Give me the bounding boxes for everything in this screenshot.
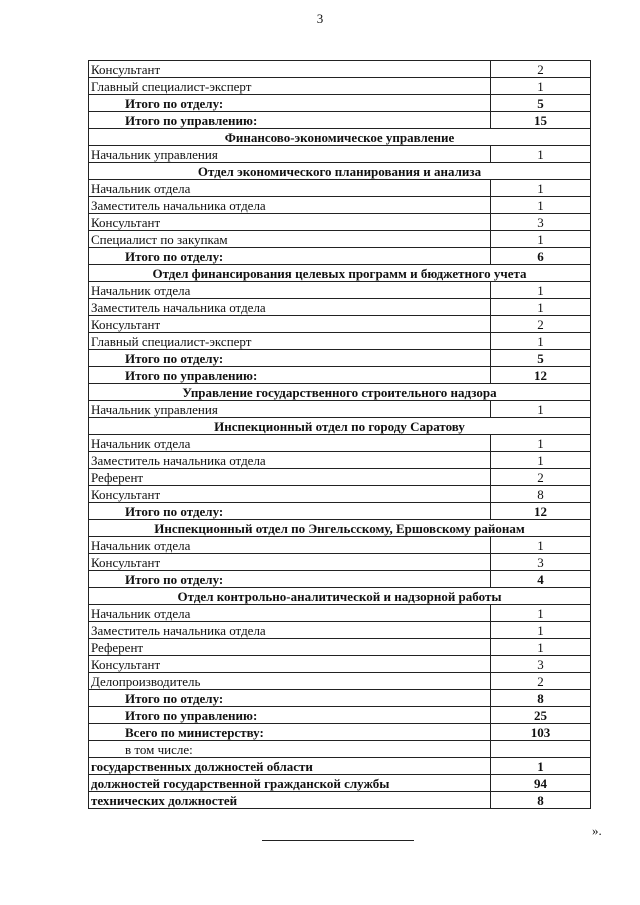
position-row xyxy=(89,333,591,350)
summary-row xyxy=(89,792,591,809)
position-title: Итого по отделу: xyxy=(89,690,491,707)
staff-table-body xyxy=(89,61,591,809)
total-row xyxy=(89,571,591,588)
total-row xyxy=(89,112,591,129)
total-row xyxy=(89,724,591,741)
section-title: Отдел экономического планирования и анализа xyxy=(89,163,591,180)
position-count: 1 xyxy=(491,605,591,622)
position-title: Начальник управления xyxy=(89,146,491,163)
position-row xyxy=(89,282,591,299)
section-title: Инспекционный отдел по Энгельсскому, Ершовскому районам xyxy=(89,520,591,537)
position-count: 15 xyxy=(491,112,591,129)
position-title: Итого по управлению: xyxy=(89,112,491,129)
position-title: Консультант xyxy=(89,656,491,673)
position-count xyxy=(491,741,591,758)
section-header-row xyxy=(89,588,591,605)
total-row xyxy=(89,248,591,265)
position-row xyxy=(89,78,591,95)
position-title: государственных должностей области xyxy=(89,758,491,775)
position-count: 3 xyxy=(491,554,591,571)
position-title: Итого по отделу: xyxy=(89,248,491,265)
position-title: Главный специалист-эксперт xyxy=(89,78,491,95)
position-count: 1 xyxy=(491,758,591,775)
section-header-row xyxy=(89,163,591,180)
position-count: 2 xyxy=(491,61,591,78)
position-row xyxy=(89,299,591,316)
position-count: 25 xyxy=(491,707,591,724)
position-title: в том числе: xyxy=(89,741,491,758)
section-header-row xyxy=(89,520,591,537)
position-count: 8 xyxy=(491,792,591,809)
position-title: Заместитель начальника отдела xyxy=(89,299,491,316)
position-title: Заместитель начальника отдела xyxy=(89,197,491,214)
summary-row xyxy=(89,758,591,775)
position-title: Начальник отдела xyxy=(89,435,491,452)
section-header-row xyxy=(89,265,591,282)
section-title: Инспекционный отдел по городу Саратову xyxy=(89,418,591,435)
position-title: Консультант xyxy=(89,61,491,78)
position-count: 2 xyxy=(491,316,591,333)
closing-quote: ». xyxy=(592,823,602,838)
position-row xyxy=(89,639,591,656)
page-number: 3 xyxy=(316,11,324,26)
position-row xyxy=(89,622,591,639)
position-count: 1 xyxy=(491,639,591,656)
position-title: Итого по отделу: xyxy=(89,350,491,367)
position-count: 1 xyxy=(491,537,591,554)
section-header-row xyxy=(89,418,591,435)
position-row xyxy=(89,214,591,231)
position-row xyxy=(89,605,591,622)
position-count: 1 xyxy=(491,333,591,350)
position-count: 1 xyxy=(491,146,591,163)
section-header-row xyxy=(89,384,591,401)
position-title: Начальник отдела xyxy=(89,282,491,299)
position-title: Всего по министерству: xyxy=(89,724,491,741)
section-title: Отдел финансирования целевых программ и бюджетного учета xyxy=(89,265,591,282)
position-count: 103 xyxy=(491,724,591,741)
position-title: Референт xyxy=(89,639,491,656)
position-row xyxy=(89,435,591,452)
position-count: 2 xyxy=(491,469,591,486)
position-count: 1 xyxy=(491,622,591,639)
section-title: Финансово-экономическое управление xyxy=(89,129,591,146)
position-title: Заместитель начальника отдела xyxy=(89,622,491,639)
total-row xyxy=(89,367,591,384)
position-row xyxy=(89,452,591,469)
position-count: 3 xyxy=(491,214,591,231)
position-title: Главный специалист-эксперт xyxy=(89,333,491,350)
subheading-row xyxy=(89,741,591,758)
total-row xyxy=(89,690,591,707)
position-row xyxy=(89,469,591,486)
position-count: 1 xyxy=(491,197,591,214)
position-title: Консультант xyxy=(89,214,491,231)
position-count: 8 xyxy=(491,486,591,503)
position-title: Начальник отдела xyxy=(89,537,491,554)
position-row xyxy=(89,554,591,571)
position-title: Заместитель начальника отдела xyxy=(89,452,491,469)
position-title: Итого по управлению: xyxy=(89,707,491,724)
position-count: 2 xyxy=(491,673,591,690)
position-row xyxy=(89,316,591,333)
position-title: Референт xyxy=(89,469,491,486)
position-row xyxy=(89,656,591,673)
summary-row xyxy=(89,775,591,792)
position-title: Консультант xyxy=(89,554,491,571)
position-title: Консультант xyxy=(89,316,491,333)
total-row xyxy=(89,707,591,724)
position-title: технических должностей xyxy=(89,792,491,809)
position-count: 1 xyxy=(491,401,591,418)
position-title: Начальник отдела xyxy=(89,605,491,622)
position-count: 1 xyxy=(491,452,591,469)
section-title: Управление государственного строительного надзора xyxy=(89,384,591,401)
position-title: Делопроизводитель xyxy=(89,673,491,690)
position-title: Начальник отдела xyxy=(89,180,491,197)
total-row xyxy=(89,95,591,112)
staff-table xyxy=(88,60,591,809)
position-row xyxy=(89,231,591,248)
position-count: 5 xyxy=(491,350,591,367)
position-count: 1 xyxy=(491,231,591,248)
position-title: Итого по отделу: xyxy=(89,571,491,588)
total-row xyxy=(89,503,591,520)
position-count: 1 xyxy=(491,180,591,197)
signature-line xyxy=(262,840,414,841)
position-count: 12 xyxy=(491,503,591,520)
position-row xyxy=(89,61,591,78)
position-count: 94 xyxy=(491,775,591,792)
total-row xyxy=(89,350,591,367)
position-count: 1 xyxy=(491,435,591,452)
position-title: Итого по управлению: xyxy=(89,367,491,384)
position-count: 1 xyxy=(491,78,591,95)
position-row xyxy=(89,197,591,214)
position-count: 3 xyxy=(491,656,591,673)
position-title: Специалист по закупкам xyxy=(89,231,491,248)
position-row xyxy=(89,673,591,690)
position-title: Консультант xyxy=(89,486,491,503)
position-row xyxy=(89,146,591,163)
position-count: 1 xyxy=(491,282,591,299)
position-count: 4 xyxy=(491,571,591,588)
position-count: 12 xyxy=(491,367,591,384)
position-title: должностей государственной гражданской службы xyxy=(89,775,491,792)
position-title: Итого по отделу: xyxy=(89,95,491,112)
position-title: Итого по отделу: xyxy=(89,503,491,520)
section-title: Отдел контрольно-аналитической и надзорной работы xyxy=(89,588,591,605)
section-header-row xyxy=(89,129,591,146)
position-count: 8 xyxy=(491,690,591,707)
position-count: 1 xyxy=(491,299,591,316)
position-row xyxy=(89,180,591,197)
position-row xyxy=(89,486,591,503)
position-title: Начальник управления xyxy=(89,401,491,418)
position-row xyxy=(89,537,591,554)
position-row xyxy=(89,401,591,418)
position-count: 5 xyxy=(491,95,591,112)
position-count: 6 xyxy=(491,248,591,265)
